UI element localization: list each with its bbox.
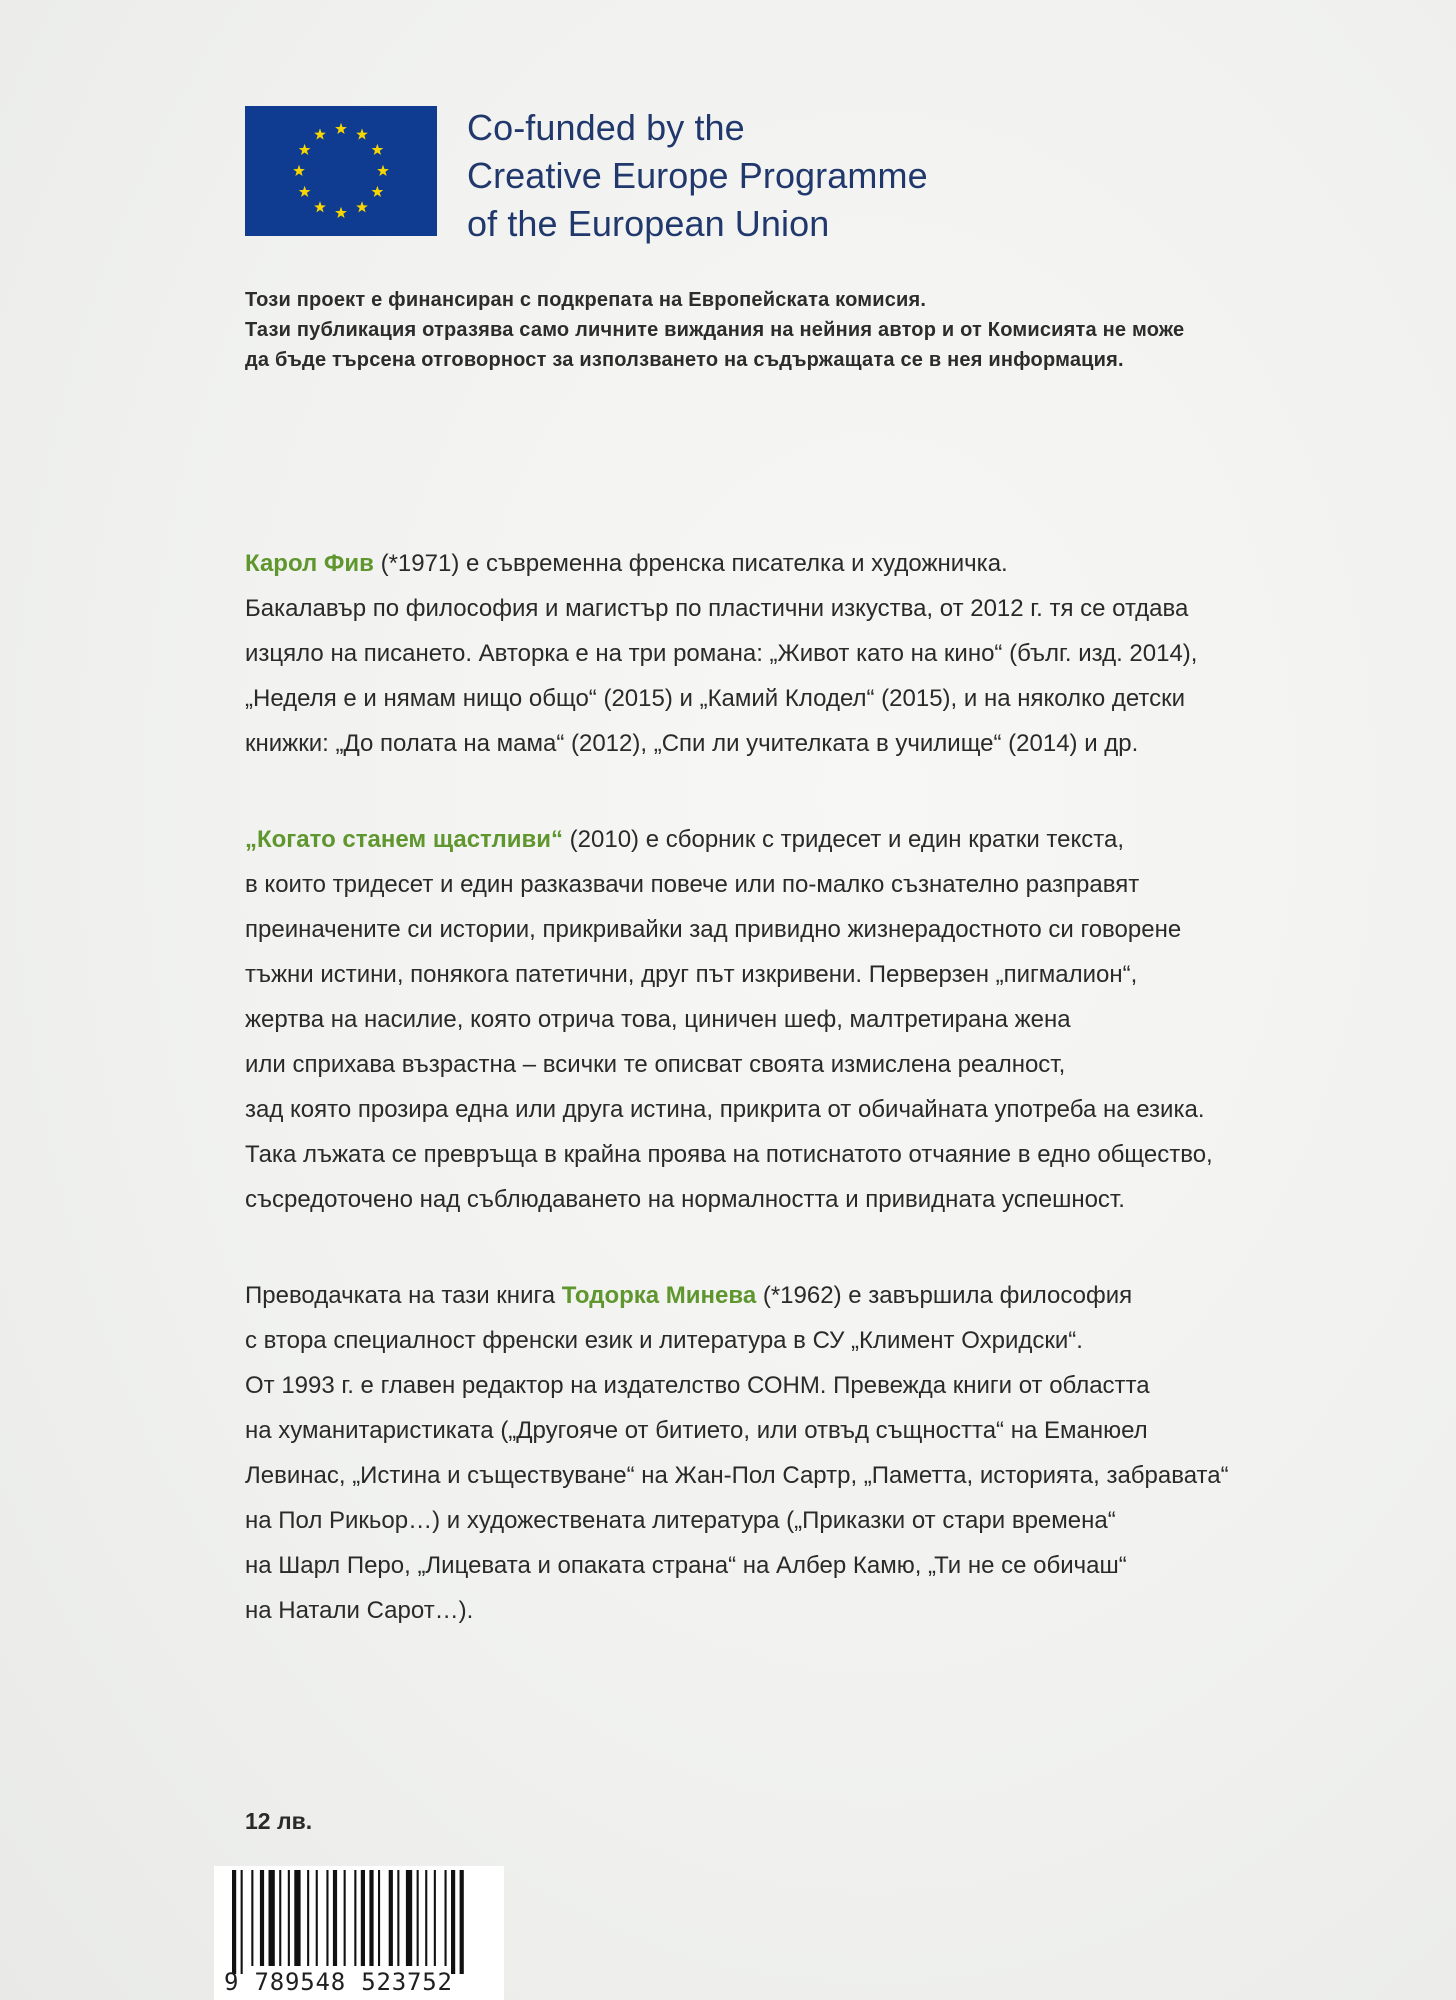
barcode-bar bbox=[269, 1870, 275, 1966]
book-title: „Когато станем щастливи“ bbox=[245, 826, 563, 853]
eu-text-line-1: Co-funded by the bbox=[467, 107, 745, 148]
disclaimer-line-1: Този проект е финансиран с подкрепата на Европейската комисия. bbox=[245, 289, 927, 311]
eu-cofunding-text bbox=[467, 104, 987, 248]
barcode-bar bbox=[369, 1870, 373, 1966]
translator-bio-line-1-rest: (*1962) е завършила философия bbox=[756, 1282, 1133, 1309]
translator-bio-line-2: с втора специалност френски език и литература в СУ „Климент Охридски“. bbox=[245, 1327, 1083, 1354]
translator-bio-line-3: От 1993 г. е главен редактор на издателство СОНМ. Превежда книги от областта bbox=[245, 1372, 1150, 1399]
book-description-line-7: зад която прозира една или друга истина, прикрита от обичайната употреба на езика. bbox=[245, 1096, 1205, 1123]
translator-bio-line-6: на Пол Рикьор…) и художествената литература („Приказки от стари времена“ bbox=[245, 1507, 1116, 1534]
barcode-bar bbox=[451, 1870, 455, 1974]
disclaimer-line-2: Тази публикация отразява само личните виждания на нейния автор и от Комисията не може bbox=[245, 319, 1185, 341]
barcode-bar bbox=[316, 1870, 318, 1966]
barcode-bar bbox=[232, 1870, 236, 1974]
book-description-line-1 bbox=[245, 817, 1295, 862]
barcode-bar bbox=[389, 1870, 393, 1966]
book-description-line-2: в които тридесет и един разказвачи повече или по-малко съзнателно разправят bbox=[245, 871, 1140, 898]
author-bio-line-1-rest: (*1971) е съвременна френска писателка и художничка. bbox=[373, 550, 1008, 577]
barcode-bar bbox=[460, 1870, 464, 1974]
book-description-line-9: съсредоточено над съблюдаването на нормалността и привидната успешност. bbox=[245, 1186, 1125, 1213]
barcode-bar bbox=[361, 1870, 365, 1966]
translator-bio-line-4: на хуманитаристиката („Другояче от битието, или отвъд същността“ на Еманюел bbox=[245, 1417, 1148, 1444]
barcode-bar bbox=[354, 1870, 356, 1966]
barcode-icon bbox=[214, 1866, 504, 2000]
book-description bbox=[245, 817, 1295, 1222]
barcode-bar bbox=[397, 1870, 399, 1966]
barcode-bar bbox=[260, 1870, 264, 1966]
author-bio-line-2: Бакалавър по философия и магистър по пластични изкуства, от 2012 г. тя се отдава bbox=[245, 595, 1189, 622]
eu-cofunding-block bbox=[245, 106, 1005, 244]
author-bio-line-1 bbox=[245, 541, 1295, 586]
book-description-line-3: преиначените си истории, прикривайки зад привидно жизнерадостното си говорене bbox=[245, 916, 1182, 943]
barcode-bar bbox=[251, 1870, 253, 1966]
book-description-line-1-rest: (2010) е сборник с тридесет и един кратки текста, bbox=[563, 826, 1125, 853]
eu-flag-icon bbox=[245, 106, 437, 236]
eu-text-line-2: Creative Europe Programme bbox=[467, 155, 928, 196]
author-bio bbox=[245, 541, 1295, 766]
author-bio-line-3: изцяло на писането. Авторка е на три романа: „Живот като на кино“ (бълг. изд. 2014), bbox=[245, 640, 1198, 667]
eu-text-line-3: of the European Union bbox=[467, 203, 830, 244]
barcode-bar bbox=[425, 1870, 427, 1966]
book-description-line-8: Така лъжата се превръща в крайна проява на потиснатото отчаяние в едно общество, bbox=[245, 1141, 1213, 1168]
barcode-bar bbox=[445, 1870, 447, 1966]
author-bio-line-5: книжки: „До полата на мама“ (2012), „Спи ли учителката в училище“ (2014) и др. bbox=[245, 730, 1139, 757]
barcode-bar bbox=[307, 1870, 309, 1966]
book-description-line-4: тъжни истини, понякога патетични, друг път изкривени. Перверзен „пигмалион“, bbox=[245, 961, 1138, 988]
barcode-bar bbox=[344, 1870, 346, 1966]
translator-bio-line-7: на Шарл Перо, „Лицевата и опаката страна“ на Албер Камю, „Ти не се обичаш“ bbox=[245, 1552, 1127, 1579]
price-label: 12 лв. bbox=[245, 1808, 313, 1834]
author-name: Карол Фив bbox=[245, 550, 374, 577]
barcode-number: 9 789548 523752 bbox=[224, 1968, 453, 1996]
barcode-bar bbox=[294, 1870, 300, 1966]
barcode-bar bbox=[288, 1870, 290, 1966]
author-bio-line-4: „Неделя е и нямам нищо общо“ (2015) и „Камий Клодел“ (2015), и на няколко детски bbox=[245, 685, 1186, 712]
barcode-bar bbox=[378, 1870, 380, 1966]
barcode-bar bbox=[279, 1870, 281, 1966]
translator-bio bbox=[245, 1273, 1295, 1633]
barcode-bar bbox=[417, 1870, 419, 1966]
book-description-line-5: жертва на насилие, която отрича това, циничен шеф, малтретирана жена bbox=[245, 1006, 1071, 1033]
disclaimer-line-3: да бъде търсена отговорност за използването на съдържащата се в нея информация. bbox=[245, 349, 1124, 371]
translator-name: Тодорка Минева bbox=[561, 1282, 757, 1309]
translator-bio-line-8: на Натали Сарот…). bbox=[245, 1597, 474, 1624]
translator-bio-line-1 bbox=[245, 1273, 1295, 1318]
barcode-bar bbox=[241, 1870, 243, 1974]
barcode-bar bbox=[326, 1870, 328, 1966]
translator-bio-prefix: Преводачката на тази книга bbox=[245, 1282, 562, 1309]
barcode-bar bbox=[406, 1870, 412, 1966]
translator-bio-line-5: Левинас, „Истина и съществуване“ на Жан-Пол Сартр, „Паметта, историята, забравата“ bbox=[245, 1462, 1229, 1489]
barcode-bar bbox=[434, 1870, 436, 1966]
barcode-bar bbox=[333, 1870, 337, 1966]
funding-disclaimer bbox=[245, 285, 1205, 375]
book-description-line-6: или сприхава възрастна – всички те описват своята измислена реалност, bbox=[245, 1051, 1066, 1078]
